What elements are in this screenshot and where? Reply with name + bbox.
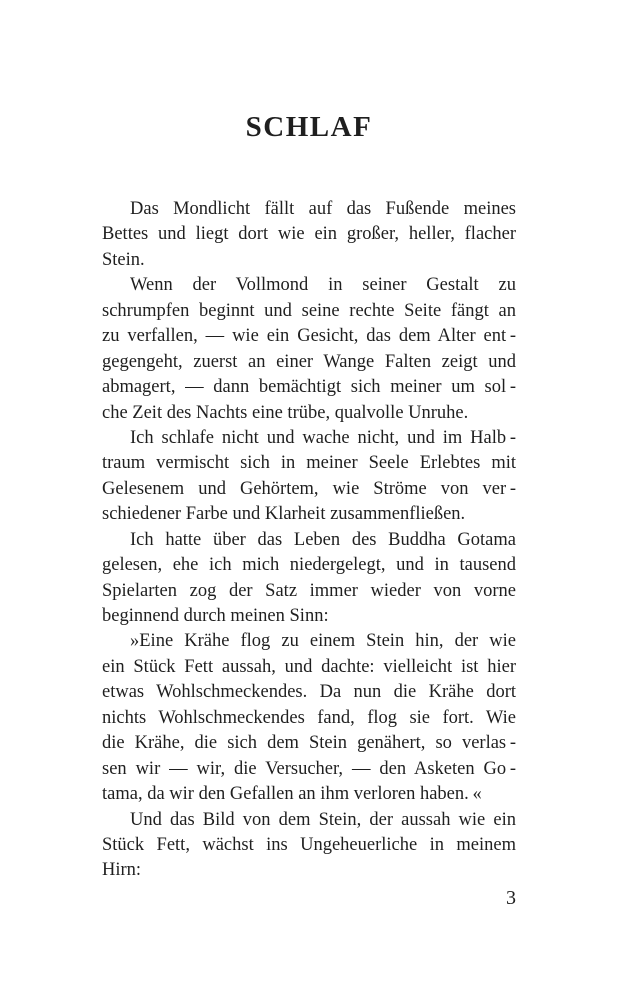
- page-number: 3: [506, 887, 516, 909]
- text-line: traum vermischt sich in meiner Seele Erlebtes mit: [102, 453, 516, 474]
- page-text: [102, 197, 516, 884]
- text-line: gelesen, ehe ich mich niedergelegt, und in tausend: [102, 555, 516, 576]
- text-line: etwas Wohlschmeckendes. Da nun die Krähe dort: [102, 682, 516, 703]
- text-line: Gelesenem und Gehörtem, wie Ströme von ver -: [102, 478, 516, 499]
- text-line: zu verfallen, — wie ein Gesicht, das dem Alter ent -: [102, 326, 516, 347]
- text-line: Ich hatte über das Leben des Buddha Gotama: [130, 529, 516, 550]
- text-line: schiedener Farbe und Klarheit zusammenfließen.: [102, 504, 466, 525]
- text-line: Hirn:: [102, 860, 142, 881]
- text-line: schrumpfen beginnt und seine rechte Seite fängt an: [102, 300, 516, 321]
- text-line: Und das Bild von dem Stein, der aussah wie ein: [130, 809, 516, 830]
- text-line: che Zeit des Nachts eine trübe, qualvolle Unruhe.: [102, 402, 469, 423]
- text-line: beginnend durch meinen Sinn:: [102, 606, 329, 626]
- text-line: Ich schlafe nicht und wache nicht, und im Halb -: [130, 427, 516, 448]
- text-line: nichts Wohlschmeckendes fand, flog sie fort. Wie: [102, 707, 516, 728]
- chapter-title: SCHLAF: [245, 111, 373, 143]
- text-line: abmagert, — dann bemächtigt sich meiner um sol -: [102, 377, 516, 398]
- text-line: gegengeht, zuerst an einer Wange Falten zeigt und: [102, 351, 516, 372]
- text-line: tama, da wir den Gefallen an ihm verloren haben. «: [102, 784, 482, 805]
- text-line: Stein.: [102, 249, 145, 270]
- text-line: Stück Fett, wächst ins Ungeheuerliche in meinem: [102, 834, 516, 855]
- text-line: ein Stück Fett aussah, und dachte: vielleicht ist hier: [102, 656, 516, 677]
- text-line: Das Mondlicht fällt auf das Fußende meines: [130, 199, 516, 219]
- text-line: Bettes und liegt dort wie ein großer, heller, flacher: [102, 224, 516, 245]
- text-line: Wenn der Vollmond in seiner Gestalt zu: [130, 275, 516, 296]
- text-line: »Eine Krähe flog zu einem Stein hin, der wie: [130, 631, 516, 652]
- text-line: die Krähe, die sich dem Stein genähert, so verlas -: [102, 733, 516, 754]
- text-line: sen wir — wir, die Versucher, — den Asketen Go -: [102, 758, 516, 779]
- text-line: Spielarten zog der Satz immer wieder von vorne: [102, 580, 516, 601]
